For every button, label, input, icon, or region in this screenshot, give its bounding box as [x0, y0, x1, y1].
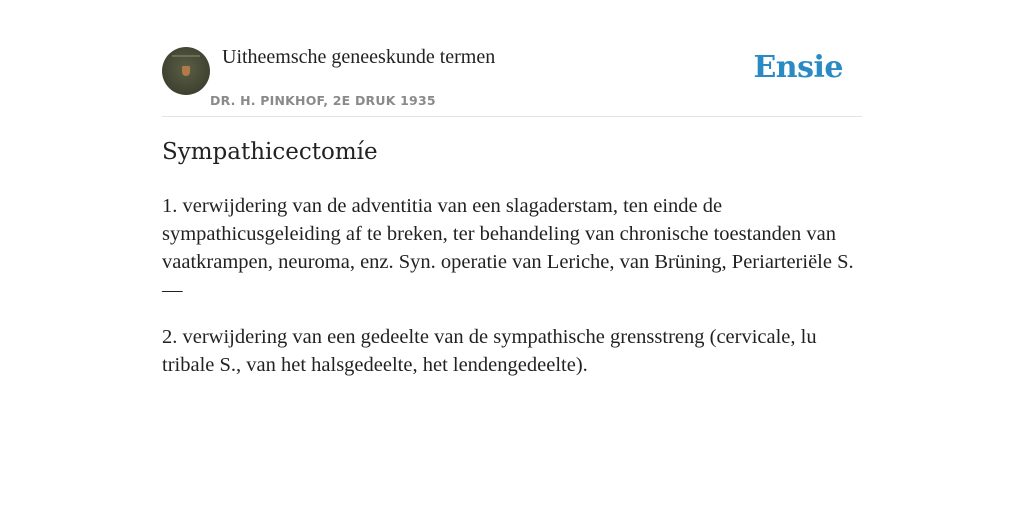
book-cover-avatar[interactable]	[162, 47, 210, 95]
entry-title: Sympathicectomíe	[162, 139, 378, 165]
definition-number: 1.	[162, 195, 178, 217]
definition-text: verwijdering van een gedeelte van de sympathische grensstreng (cervicale, lu tribale S., van het halsgedeelte, het lendengedeelte).	[162, 326, 817, 376]
book-header	[162, 0, 862, 117]
entry-body	[162, 192, 862, 398]
ensie-logo-link[interactable]: Ensie	[753, 50, 843, 85]
cover-emblem-icon	[182, 66, 190, 76]
book-title[interactable]: Uitheemsche geneeskunde termen	[222, 46, 496, 68]
definition-2	[162, 323, 862, 379]
cover-title-strip	[172, 55, 200, 57]
definition-number: 2.	[162, 326, 178, 348]
definition-text: verwijdering van de adventitia van een slagaderstam, ten einde de sympathicusgeleiding af te breken, ter behandeling van chronische toestanden van vaatkrampen, neuroma, enz. Syn. operatie van Leriche, van Brüning, Periarteriële S. —	[162, 195, 854, 301]
page-container	[162, 0, 862, 376]
definition-1	[162, 192, 862, 304]
book-author: DR. H. PINKHOF, 2E DRUK 1935	[210, 93, 436, 108]
